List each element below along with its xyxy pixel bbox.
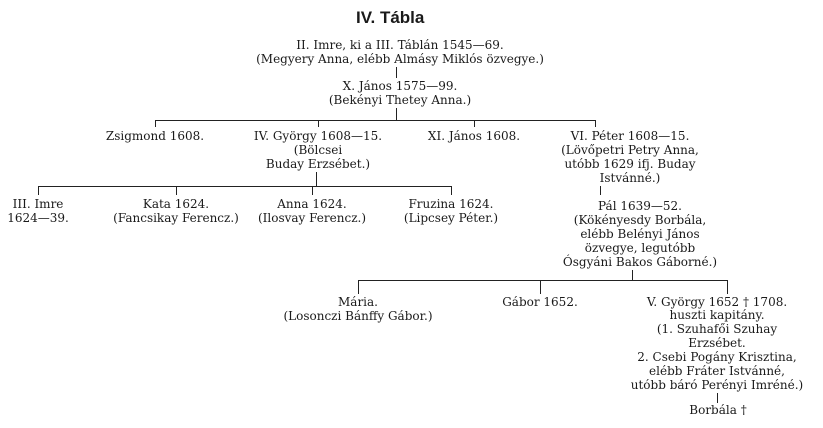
- connector-line: [595, 120, 596, 127]
- kata-name: Kata 1624.: [142, 197, 210, 211]
- peter-vi-wife: (Lövőpetri Petry Anna,: [561, 143, 699, 157]
- connector-line: [316, 172, 317, 186]
- connector-line: [38, 186, 451, 187]
- connector-line: [717, 393, 718, 403]
- imre-ii-wife: (Megyery Anna, elébb Almásy Miklós özvegye.): [256, 52, 544, 66]
- gyorgy-v-title: huszti kapitány.: [669, 308, 765, 322]
- page-title: IV. Tábla: [356, 8, 425, 27]
- maria-spouse: (Losonczi Bánffy Gábor.): [283, 309, 433, 323]
- connector-line: [358, 280, 728, 281]
- connector-line: [600, 186, 601, 195]
- imre-iii-name: III. Imre: [12, 197, 64, 211]
- pal-wife: (Kökényesdy Borbála,: [573, 213, 707, 227]
- pal-wife: özvegye, legutóbb: [584, 241, 696, 255]
- anna-name: Anna 1624.: [277, 197, 347, 211]
- gyorgy-v-wife: (1. Szuhafői Szuhay: [656, 322, 778, 336]
- peter-vi-wife: Istvánné.): [599, 171, 661, 185]
- gyorgy-v-name: V. György 1652 † 1708.: [646, 295, 788, 309]
- connector-line: [155, 120, 596, 121]
- connector-line: [474, 120, 475, 127]
- connector-line: [318, 120, 319, 127]
- fruzina-spouse: (Lipcsey Péter.): [403, 211, 499, 225]
- janos-x-name: X. János 1575—99.: [342, 79, 458, 93]
- gyorgy-v-wife: Erzsébet.: [688, 336, 746, 350]
- pal-name: Pál 1639—52.: [598, 199, 682, 213]
- janos-xi-name: XI. János 1608.: [427, 129, 521, 143]
- connector-line: [540, 280, 541, 294]
- borbala-name: Borbála †: [689, 403, 747, 417]
- connector-line: [38, 186, 39, 195]
- pal-wife: Ósgyáni Bakos Gáborné.): [562, 255, 718, 269]
- gabor-name: Gábor 1652.: [502, 295, 578, 309]
- peter-vi-wife: utóbb 1629 ifj. Buday: [564, 157, 696, 171]
- imre-iii-dates: 1624—39.: [7, 211, 69, 225]
- connector-line: [396, 108, 397, 120]
- gyorgy-iv-name: IV. György 1608—15.: [253, 129, 383, 143]
- gyorgy-v-wife: utóbb báró Perényi Imréné.): [630, 378, 804, 392]
- gyorgy-v-wife: elébb Fráter Istvánné,: [649, 364, 785, 378]
- anna-spouse: (Ilosvay Ferencz.): [257, 211, 367, 225]
- connector-line: [312, 186, 313, 195]
- gyorgy-iv-wife: (Bölcsei: [293, 143, 343, 157]
- kata-spouse: (Fancsikay Ferencz.): [113, 211, 239, 225]
- pal-wife: elébb Belényi János: [580, 227, 700, 241]
- connector-line: [727, 280, 728, 294]
- connector-line: [632, 270, 633, 280]
- zsigmond-name: Zsigmond 1608.: [105, 129, 205, 143]
- gyorgy-iv-wife: Buday Erzsébet.): [265, 157, 371, 171]
- maria-name: Mária.: [338, 295, 378, 309]
- imre-ii-name: II. Imre, ki a III. Táblán 1545—69.: [296, 38, 504, 52]
- connector-line: [155, 120, 156, 127]
- peter-vi-name: VI. Péter 1608—15.: [570, 129, 690, 143]
- connector-line: [176, 186, 177, 195]
- connector-line: [451, 186, 452, 195]
- connector-line: [358, 280, 359, 294]
- janos-x-wife: (Bekényi Thetey Anna.): [328, 93, 472, 107]
- gyorgy-v-wife: 2. Csebi Pogány Krisztina,: [637, 350, 797, 364]
- connector-line: [396, 67, 397, 78]
- fruzina-name: Fruzina 1624.: [408, 197, 494, 211]
